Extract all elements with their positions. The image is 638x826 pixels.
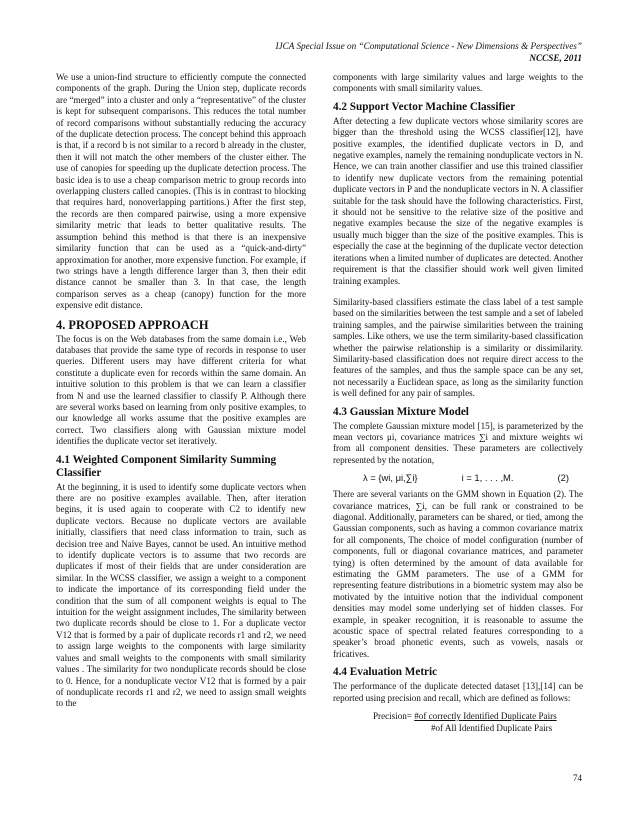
header-journal: IJCA Special Issue on “Computational Science - New Dimensions & Perspectives”	[275, 41, 582, 51]
header-conference: NCCSE, 2011	[529, 53, 582, 63]
paragraph: Similarity-based classifiers estimate the class label of a test sample based on the similarities between the test sample and a set of labeled training samples, and the pairwise similarities between the training samples. Like others, we use the term similarity-based classification whether the pairwise relationship is a similarity or dissimilarity. Similarity-based classification does not require direct access to the features of the samples, and thus the sample space can be any set, not necessarily a Euclidean space, as long as the similarity function is well defined for any pair of samples.	[333, 296, 583, 399]
subsection-heading: 4.1 Weighted Component Similarity Summing Classifier	[56, 453, 277, 479]
page-number: 74	[573, 773, 582, 783]
left-column	[56, 72, 306, 716]
formula-numerator: #of correctly Identified Duplicate Pairs	[414, 711, 557, 722]
running-header	[275, 40, 582, 64]
paragraph: components with large similarity values and large weights to the components with small similarity values.	[333, 72, 583, 94]
section-heading: 4. PROPOSED APPROACH	[56, 317, 209, 332]
equation-body: λ = {wi, μi,∑i}	[363, 472, 418, 484]
formula-label: Precision=	[373, 711, 415, 722]
formula-numerator-line	[333, 710, 583, 722]
paragraph: The complete Gaussian mixture model [15], is parameterized by the mean vectors μi, covariance matrices ∑i and mixture weights wi from all component densities. These parameters are collectively represented by the notation,	[333, 420, 583, 465]
paragraph: The performance of the duplicate detected dataset [13],[14] can be reported using precision and recall, which are defined as follows:	[333, 681, 583, 703]
paragraph: We use a union-find structure to efficiently compute the connected components of the graph. During the Union step, duplicate records are “merged” into a cluster and only a “representative” of the cluster is kept for subsequent comparisons. This reduces the total number of record comparisons without substantially reducing the accuracy of the duplicate detection process. The concept behind this approach is that, if a record b is not similar to a record b already in the cluster, then it will not match the other members of the cluster either. The use of canopies for speeding up the duplicate detection process. The basic idea is to use a cheap comparison metric to group records into overlapping clusters called canopies. (This is in contrast to blocking that requires hard, nonoverlapping partitions.) After the first step, the records are then compared pairwise, using a more expensive similarity metric that leads to better qualitative results. The assumption behind this method is that there is an inexpensive similarity function that can be used as a “quick-and-dirty” approximation for another, more expensive function. For example, if two strings have a length difference larger than 3, then their edit distance cannot be smaller than 3. In that case, the length comparison serves as a cheap (canopy) function for the more expensive edit distance.	[56, 72, 306, 311]
paragraph: After detecting a few duplicate vectors whose similarity scores are bigger than the threshold using the WCSS classifier[12], have positive examples, the identified duplicate vectors in D, and negative examples, namely the remaining nonduplicate vectors in N. Hence, we can train another classifier and use this trained classifier to identify new duplicate vectors from the remaining potential duplicate vectors in P and the nonduplicate vectors in N. A classifier suitable for the task should have the following characteristics. First, it should not be sensitive to the relative size of the positive and negative examples because the size of the negative examples is usually much bigger than the size of the positive examples. This is especially the case at the beginning of the duplicate vector detection iterations when a limited number of duplicates are detected. Another requirement is that the classifier should work well given limited training examples.	[333, 115, 583, 286]
subsection-heading: 4.2 Support Vector Machine Classifier	[333, 100, 516, 113]
paragraph: The focus is on the Web databases from the same domain i.e., Web databases that provide the same type of records in response to user queries. Different users may have different criteria for what constitute a duplicate even for records within the same domain. An intuitive solution to this problem is that we can learn a classifier from N and use the learned classifier to classify P. Although there are several works based on learning from only positive examples, to our knowledge all works assume that the positive examples are correct. Two classifiers along with Gaussian mixture model identifies the duplicate vector set iteratively.	[56, 333, 306, 447]
paragraph: There are several variants on the GMM shown in Equation (2). The covariance matrices, ∑i, can be full rank or constrained to be diagonal. Additionally, parameters can be shared, or tied, among the Gaussian components, such as having a common covariance matrix for all components, The choice of model configuration (number of components, full or diagonal covariance matrices, and parameter tying) is often determined by the amount of data available for estimating the GMM parameters. The use of a GMM for representing feature distributions in a biometric system may also be motivated by the intuitive notion that the individual component densities may model some underlying set of hidden classes. For example, in speaker recognition, it is reasonable to assume the acoustic space of spectral related features corresponding to a speaker’s broad phonetic events, such as vowels, nasals or fricatives.	[333, 489, 583, 659]
equation-2	[333, 472, 583, 483]
precision-formula	[333, 710, 583, 734]
paragraph: At the beginning, it is used to identify some duplicate vectors when there are no positive examples available. Then, after iteration begins, it is used again to cooperate with C2 to identify new duplicate vectors. Because no duplicate vectors are available initially, classifiers that need class information to train, such as decision tree and Naive Bayes, cannot be used. An intuitive method to identify duplicate vectors is to assume that two records are duplicates if most of their fields that are under consideration are similar. In the WCSS classifier, we assign a weight to a component to indicate the importance of its corresponding field under the condition that the sum of all component weights is equal to The intuition for the weight assignment includes, The similarity between two duplicate records should be close to 1. For a duplicate vector V12 that is formed by a pair of duplicate records r1 and r2, we need to assign large weights to the components with large similarity values and small weights to the components with small similarity values . The similarity for two nonduplicate records should be close to 0. Hence, for a nonduplicate vector V12 that is formed by a pair of nonduplicate records r1 and r2, we need to assign small weights to the	[56, 481, 306, 709]
formula-denominator: #of All Identified Duplicate Pairs	[431, 723, 553, 734]
subsection-heading: 4.3 Gaussian Mixture Model	[333, 405, 469, 418]
subsection-heading: 4.4 Evaluation Metric	[333, 666, 438, 679]
equation-number: (2)	[557, 472, 569, 484]
right-column	[333, 72, 583, 734]
equation-range: i = 1, . . . ,M.	[461, 472, 514, 484]
